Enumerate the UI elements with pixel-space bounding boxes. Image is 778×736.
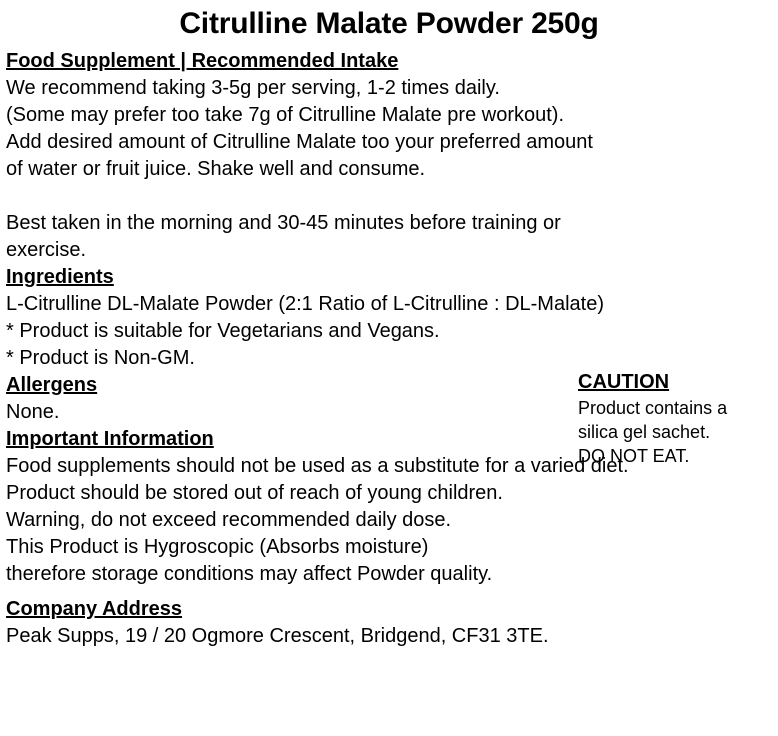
section-ingredients (6, 264, 772, 372)
intake-line: (Some may prefer too take 7g of Citrulline Malate pre workout). (6, 104, 565, 126)
section-heading-company: Company Address (6, 598, 182, 620)
intake-line: exercise. (6, 239, 87, 261)
important-line: Product should be stored out of reach of young children. (6, 482, 503, 504)
caution-line: Product contains a (578, 398, 728, 418)
paragraph-spacer (6, 183, 772, 210)
ingredients-line: * Product is Non-GM. (6, 347, 195, 369)
section-heading-allergens: Allergens (6, 374, 98, 396)
paragraph-spacer (6, 588, 772, 596)
allergens-line: None. (6, 401, 60, 423)
important-line: Warning, do not exceed recommended daily dose. (6, 509, 452, 531)
page-title: Citrulline Malate Powder 250g (179, 7, 599, 40)
section-heading-ingredients: Ingredients (6, 266, 114, 288)
caution-line: silica gel sachet. (578, 422, 711, 442)
section-recommended-intake (6, 48, 772, 264)
ingredients-line: * Product is suitable for Vegetarians and Vegans. (6, 320, 440, 342)
ingredients-line: L-Citrulline DL-Malate Powder (2:1 Ratio of L-Citrulline : DL-Malate) (6, 293, 604, 315)
caution-line: DO NOT EAT. (578, 446, 690, 466)
intake-line: Best taken in the morning and 30-45 minutes before training or (6, 212, 561, 234)
intake-line: We recommend taking 3-5g per serving, 1-2 times daily. (6, 77, 500, 99)
intake-line: Add desired amount of Citrulline Malate too your preferred amount (6, 131, 593, 153)
section-heading-important: Important Information (6, 428, 214, 450)
important-line: Food supplements should not be used as a substitute for a varied diet. (6, 455, 629, 477)
intake-line: of water or fruit juice. Shake well and consume. (6, 158, 426, 180)
section-heading-intake: Food Supplement | Recommended Intake (6, 50, 399, 72)
caution-heading: CAUTION (578, 371, 670, 393)
section-company-address (6, 596, 772, 650)
important-line: This Product is Hygroscopic (Absorbs moisture) (6, 536, 429, 558)
company-address-line: Peak Supps, 19 / 20 Ogmore Crescent, Bridgend, CF31 3TE. (6, 625, 549, 647)
caution-notice (578, 369, 774, 468)
important-line: therefore storage conditions may affect Powder quality. (6, 563, 493, 585)
